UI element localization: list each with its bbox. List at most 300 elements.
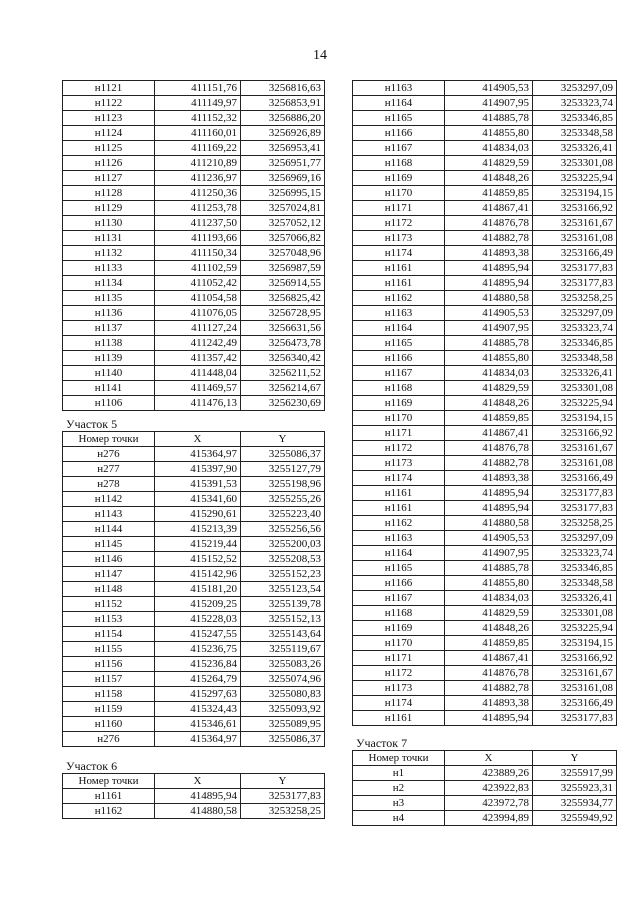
left-column	[62, 80, 324, 819]
x-coordinate-cell: 415152,52	[155, 552, 241, 567]
x-coordinate-cell: 415297,63	[155, 687, 241, 702]
table-row	[353, 246, 617, 261]
point-id-cell: н1171	[353, 201, 445, 216]
y-coordinate-cell: 3255143,64	[241, 627, 325, 642]
table-row	[63, 396, 325, 411]
section-7-table	[352, 750, 617, 826]
x-coordinate-cell: 414895,94	[445, 276, 533, 291]
y-coordinate-cell: 3255198,96	[241, 477, 325, 492]
point-id-cell: н1145	[63, 537, 155, 552]
point-id-cell: н1160	[63, 717, 155, 732]
point-id-cell: н1157	[63, 672, 155, 687]
x-coordinate-cell: 414893,38	[445, 696, 533, 711]
table-row	[353, 681, 617, 696]
table-row	[63, 717, 325, 732]
y-coordinate-cell: 3253258,25	[533, 291, 617, 306]
table-row	[63, 582, 325, 597]
y-coordinate-cell: 3255083,26	[241, 657, 325, 672]
point-id-cell: н1169	[353, 171, 445, 186]
y-coordinate-cell: 3255080,83	[241, 687, 325, 702]
table-row	[63, 366, 325, 381]
header-y: Y	[241, 774, 325, 789]
point-id-cell: н1130	[63, 216, 155, 231]
x-coordinate-cell: 414848,26	[445, 621, 533, 636]
x-coordinate-cell: 411237,50	[155, 216, 241, 231]
point-id-cell: н1154	[63, 627, 155, 642]
table-row	[63, 231, 325, 246]
x-coordinate-cell: 414829,59	[445, 606, 533, 621]
point-id-cell: н1135	[63, 291, 155, 306]
table-row	[353, 766, 617, 781]
y-coordinate-cell: 3253177,83	[533, 276, 617, 291]
point-id-cell: н1167	[353, 141, 445, 156]
table-row	[353, 651, 617, 666]
x-coordinate-cell: 414880,58	[445, 516, 533, 531]
table-row	[353, 96, 617, 111]
y-coordinate-cell: 3256631,56	[241, 321, 325, 336]
table-row	[353, 606, 617, 621]
x-coordinate-cell: 414855,80	[445, 576, 533, 591]
point-id-cell: н1134	[63, 276, 155, 291]
y-coordinate-cell: 3253258,25	[533, 516, 617, 531]
point-id-cell: н1164	[353, 546, 445, 561]
x-coordinate-cell: 415228,03	[155, 612, 241, 627]
table-row	[63, 612, 325, 627]
x-coordinate-cell: 411236,97	[155, 171, 241, 186]
point-id-cell: н1165	[353, 336, 445, 351]
table-row	[353, 186, 617, 201]
y-coordinate-cell: 3253161,08	[533, 681, 617, 696]
x-coordinate-cell: 415213,39	[155, 522, 241, 537]
table-row	[353, 81, 617, 96]
table-row	[353, 486, 617, 501]
y-coordinate-cell: 3256340,42	[241, 351, 325, 366]
y-coordinate-cell: 3253225,94	[533, 396, 617, 411]
y-coordinate-cell: 3255152,13	[241, 612, 325, 627]
table-row	[63, 492, 325, 507]
y-coordinate-cell: 3255152,23	[241, 567, 325, 582]
y-coordinate-cell: 3253348,58	[533, 126, 617, 141]
table-row	[353, 291, 617, 306]
table-row	[63, 462, 325, 477]
y-coordinate-cell: 3256853,91	[241, 96, 325, 111]
x-coordinate-cell: 414893,38	[445, 246, 533, 261]
x-coordinate-cell: 411052,42	[155, 276, 241, 291]
y-coordinate-cell: 3253177,83	[241, 789, 325, 804]
table-row	[353, 696, 617, 711]
coordinates-table-continued	[62, 80, 325, 411]
x-coordinate-cell: 414855,80	[445, 351, 533, 366]
table-row	[63, 126, 325, 141]
y-coordinate-cell: 3253225,94	[533, 621, 617, 636]
table-row	[353, 576, 617, 591]
table-row	[63, 672, 325, 687]
y-coordinate-cell: 3256914,55	[241, 276, 325, 291]
point-id-cell: н1129	[63, 201, 155, 216]
table-row	[353, 276, 617, 291]
y-coordinate-cell: 3253166,49	[533, 696, 617, 711]
x-coordinate-cell: 415209,25	[155, 597, 241, 612]
point-id-cell: н1174	[353, 246, 445, 261]
table-row	[63, 336, 325, 351]
point-id-cell: н1169	[353, 396, 445, 411]
point-id-cell: н1174	[353, 471, 445, 486]
header-row	[63, 432, 325, 447]
x-coordinate-cell: 411076,05	[155, 306, 241, 321]
y-coordinate-cell: 3253348,58	[533, 351, 617, 366]
point-id-cell: н1171	[353, 426, 445, 441]
point-id-cell: н1164	[353, 96, 445, 111]
x-coordinate-cell: 411054,58	[155, 291, 241, 306]
table-row	[353, 381, 617, 396]
x-coordinate-cell: 415364,97	[155, 447, 241, 462]
table-row	[63, 261, 325, 276]
x-coordinate-cell: 414876,78	[445, 216, 533, 231]
table-row	[63, 477, 325, 492]
point-id-cell: н1173	[353, 231, 445, 246]
y-coordinate-cell: 3256728,95	[241, 306, 325, 321]
point-id-cell: н1170	[353, 636, 445, 651]
point-id-cell: н276	[63, 447, 155, 462]
x-coordinate-cell: 414829,59	[445, 156, 533, 171]
x-coordinate-cell: 423922,83	[445, 781, 533, 796]
y-coordinate-cell: 3253161,67	[533, 441, 617, 456]
x-coordinate-cell: 411150,34	[155, 246, 241, 261]
table-row	[63, 567, 325, 582]
table-row	[353, 156, 617, 171]
x-coordinate-cell: 414895,94	[445, 711, 533, 726]
point-id-cell: н1123	[63, 111, 155, 126]
coordinates-table-right	[352, 80, 617, 726]
x-coordinate-cell: 423889,26	[445, 766, 533, 781]
point-id-cell: н278	[63, 477, 155, 492]
table-row	[353, 126, 617, 141]
table-row	[353, 111, 617, 126]
x-coordinate-cell: 414867,41	[445, 201, 533, 216]
y-coordinate-cell: 3256886,20	[241, 111, 325, 126]
table-row	[353, 501, 617, 516]
point-id-cell: н1133	[63, 261, 155, 276]
y-coordinate-cell: 3255934,77	[533, 796, 617, 811]
y-coordinate-cell: 3253161,67	[533, 666, 617, 681]
point-id-cell: н1161	[353, 276, 445, 291]
y-coordinate-cell: 3255223,40	[241, 507, 325, 522]
header-point: Номер точки	[63, 432, 155, 447]
y-coordinate-cell: 3255139,78	[241, 597, 325, 612]
point-id-cell: н1147	[63, 567, 155, 582]
y-coordinate-cell: 3253346,85	[533, 336, 617, 351]
table-row	[353, 201, 617, 216]
y-coordinate-cell: 3255093,92	[241, 702, 325, 717]
table-row	[63, 321, 325, 336]
table-row	[353, 456, 617, 471]
table-row	[63, 246, 325, 261]
point-id-cell: н1156	[63, 657, 155, 672]
point-id-cell: н277	[63, 462, 155, 477]
point-id-cell: н1166	[353, 576, 445, 591]
table-row	[353, 216, 617, 231]
x-coordinate-cell: 414880,58	[155, 804, 241, 819]
table-row	[63, 552, 325, 567]
table-row	[353, 231, 617, 246]
y-coordinate-cell: 3253297,09	[533, 531, 617, 546]
y-coordinate-cell: 3255208,53	[241, 552, 325, 567]
y-coordinate-cell: 3255089,95	[241, 717, 325, 732]
table-row	[353, 796, 617, 811]
point-id-cell: н1162	[353, 291, 445, 306]
x-coordinate-cell: 415364,97	[155, 732, 241, 747]
table-row	[63, 537, 325, 552]
x-coordinate-cell: 414882,78	[445, 231, 533, 246]
y-coordinate-cell: 3253194,15	[533, 186, 617, 201]
point-id-cell: н1163	[353, 81, 445, 96]
point-id-cell: н1127	[63, 171, 155, 186]
table-row	[63, 597, 325, 612]
x-coordinate-cell: 414876,78	[445, 666, 533, 681]
x-coordinate-cell: 411448,04	[155, 366, 241, 381]
x-coordinate-cell: 414855,80	[445, 126, 533, 141]
point-id-cell: н1171	[353, 651, 445, 666]
y-coordinate-cell: 3253326,41	[533, 141, 617, 156]
point-id-cell: н1131	[63, 231, 155, 246]
y-coordinate-cell: 3255949,92	[533, 811, 617, 826]
x-coordinate-cell: 411210,89	[155, 156, 241, 171]
point-id-cell: н1122	[63, 96, 155, 111]
point-id-cell: н1144	[63, 522, 155, 537]
x-coordinate-cell: 415236,84	[155, 657, 241, 672]
x-coordinate-cell: 414859,85	[445, 186, 533, 201]
y-coordinate-cell: 3255074,96	[241, 672, 325, 687]
table-row	[353, 321, 617, 336]
y-coordinate-cell: 3253346,85	[533, 111, 617, 126]
x-coordinate-cell: 411151,76	[155, 81, 241, 96]
x-coordinate-cell: 411169,22	[155, 141, 241, 156]
x-coordinate-cell: 415341,60	[155, 492, 241, 507]
table-row	[353, 561, 617, 576]
x-coordinate-cell: 411102,59	[155, 261, 241, 276]
point-id-cell: н1166	[353, 126, 445, 141]
table-row	[353, 261, 617, 276]
point-id-cell: н1146	[63, 552, 155, 567]
table-row	[63, 96, 325, 111]
x-coordinate-cell: 414905,53	[445, 531, 533, 546]
y-coordinate-cell: 3253323,74	[533, 546, 617, 561]
point-id-cell: н1152	[63, 597, 155, 612]
x-coordinate-cell: 414893,38	[445, 471, 533, 486]
y-coordinate-cell: 3255200,03	[241, 537, 325, 552]
y-coordinate-cell: 3255123,54	[241, 582, 325, 597]
x-coordinate-cell: 411160,01	[155, 126, 241, 141]
table-row	[353, 306, 617, 321]
section-5-table	[62, 431, 325, 747]
page-number: 14	[313, 48, 327, 63]
y-coordinate-cell: 3253297,09	[533, 306, 617, 321]
y-coordinate-cell: 3257024,81	[241, 201, 325, 216]
table-row	[353, 336, 617, 351]
point-id-cell: н1139	[63, 351, 155, 366]
table-row	[63, 186, 325, 201]
y-coordinate-cell: 3253225,94	[533, 171, 617, 186]
table-row	[353, 516, 617, 531]
table-row	[63, 171, 325, 186]
y-coordinate-cell: 3256214,67	[241, 381, 325, 396]
table-row	[353, 781, 617, 796]
y-coordinate-cell: 3253194,15	[533, 411, 617, 426]
point-id-cell: н1148	[63, 582, 155, 597]
right-column	[352, 80, 616, 826]
point-id-cell: н1167	[353, 591, 445, 606]
header-x: X	[445, 751, 533, 766]
y-coordinate-cell: 3253161,08	[533, 231, 617, 246]
x-coordinate-cell: 414905,53	[445, 306, 533, 321]
table-row	[63, 306, 325, 321]
point-id-cell: н1162	[63, 804, 155, 819]
section-7-title: Участок 7	[356, 736, 408, 750]
point-id-cell: н1163	[353, 531, 445, 546]
point-id-cell: н1141	[63, 381, 155, 396]
x-coordinate-cell: 415247,55	[155, 627, 241, 642]
table-row	[353, 711, 617, 726]
x-coordinate-cell: 414895,94	[155, 789, 241, 804]
x-coordinate-cell: 415264,79	[155, 672, 241, 687]
table-row	[353, 666, 617, 681]
y-coordinate-cell: 3253297,09	[533, 81, 617, 96]
y-coordinate-cell: 3253166,92	[533, 426, 617, 441]
y-coordinate-cell: 3256230,69	[241, 396, 325, 411]
point-id-cell: н2	[353, 781, 445, 796]
x-coordinate-cell: 414867,41	[445, 651, 533, 666]
y-coordinate-cell: 3257052,12	[241, 216, 325, 231]
point-id-cell: н1153	[63, 612, 155, 627]
y-coordinate-cell: 3253326,41	[533, 366, 617, 381]
y-coordinate-cell: 3253301,08	[533, 606, 617, 621]
y-coordinate-cell: 3256969,16	[241, 171, 325, 186]
table-row	[353, 141, 617, 156]
table-row	[63, 687, 325, 702]
x-coordinate-cell: 414876,78	[445, 441, 533, 456]
table-row	[353, 811, 617, 826]
y-coordinate-cell: 3256926,89	[241, 126, 325, 141]
point-id-cell: н1161	[353, 486, 445, 501]
y-coordinate-cell: 3257066,82	[241, 231, 325, 246]
table-row	[63, 276, 325, 291]
table-row	[63, 657, 325, 672]
y-coordinate-cell: 3255256,56	[241, 522, 325, 537]
table-row	[63, 156, 325, 171]
x-coordinate-cell: 411149,97	[155, 96, 241, 111]
y-coordinate-cell: 3253258,25	[241, 804, 325, 819]
point-id-cell: н1172	[353, 666, 445, 681]
x-coordinate-cell: 415181,20	[155, 582, 241, 597]
x-coordinate-cell: 415142,96	[155, 567, 241, 582]
header-point: Номер точки	[353, 751, 445, 766]
y-coordinate-cell: 3253177,83	[533, 501, 617, 516]
table-row	[63, 507, 325, 522]
x-coordinate-cell: 414895,94	[445, 501, 533, 516]
header-y: Y	[533, 751, 617, 766]
y-coordinate-cell: 3255086,37	[241, 447, 325, 462]
table-row	[353, 351, 617, 366]
y-coordinate-cell: 3256816,63	[241, 81, 325, 96]
point-id-cell: н1165	[353, 111, 445, 126]
y-coordinate-cell: 3253166,92	[533, 201, 617, 216]
y-coordinate-cell: 3255086,37	[241, 732, 325, 747]
y-coordinate-cell: 3257048,96	[241, 246, 325, 261]
table-row	[63, 522, 325, 537]
point-id-cell: н1138	[63, 336, 155, 351]
y-coordinate-cell: 3256951,77	[241, 156, 325, 171]
point-id-cell: н1121	[63, 81, 155, 96]
point-id-cell: н276	[63, 732, 155, 747]
y-coordinate-cell: 3253161,67	[533, 216, 617, 231]
point-id-cell: н1161	[63, 789, 155, 804]
table-row	[353, 426, 617, 441]
y-coordinate-cell: 3256953,41	[241, 141, 325, 156]
point-id-cell: н1128	[63, 186, 155, 201]
y-coordinate-cell: 3255127,79	[241, 462, 325, 477]
y-coordinate-cell: 3256825,42	[241, 291, 325, 306]
x-coordinate-cell: 414882,78	[445, 681, 533, 696]
x-coordinate-cell: 411152,32	[155, 111, 241, 126]
section-6-table	[62, 773, 325, 819]
header-row	[353, 751, 617, 766]
y-coordinate-cell: 3253177,83	[533, 261, 617, 276]
x-coordinate-cell: 411250,36	[155, 186, 241, 201]
point-id-cell: н1137	[63, 321, 155, 336]
table-row	[353, 366, 617, 381]
x-coordinate-cell: 414895,94	[445, 486, 533, 501]
x-coordinate-cell: 414895,94	[445, 261, 533, 276]
y-coordinate-cell: 3256987,59	[241, 261, 325, 276]
header-x: X	[155, 432, 241, 447]
point-id-cell: н1132	[63, 246, 155, 261]
table-row	[63, 804, 325, 819]
x-coordinate-cell: 411127,24	[155, 321, 241, 336]
table-row	[353, 441, 617, 456]
table-row	[353, 171, 617, 186]
point-id-cell: н1106	[63, 396, 155, 411]
x-coordinate-cell: 415324,43	[155, 702, 241, 717]
x-coordinate-cell: 411357,42	[155, 351, 241, 366]
x-coordinate-cell: 414834,03	[445, 141, 533, 156]
x-coordinate-cell: 414885,78	[445, 336, 533, 351]
x-coordinate-cell: 414885,78	[445, 561, 533, 576]
x-coordinate-cell: 414907,95	[445, 96, 533, 111]
y-coordinate-cell: 3253177,83	[533, 486, 617, 501]
table-row	[353, 621, 617, 636]
table-row	[63, 627, 325, 642]
point-id-cell: н1161	[353, 711, 445, 726]
y-coordinate-cell: 3253301,08	[533, 381, 617, 396]
point-id-cell: н1164	[353, 321, 445, 336]
x-coordinate-cell: 423994,89	[445, 811, 533, 826]
y-coordinate-cell: 3253301,08	[533, 156, 617, 171]
point-id-cell: н1169	[353, 621, 445, 636]
table-row	[353, 396, 617, 411]
table-row	[63, 291, 325, 306]
x-coordinate-cell: 415397,90	[155, 462, 241, 477]
y-coordinate-cell: 3255923,31	[533, 781, 617, 796]
y-coordinate-cell: 3253346,85	[533, 561, 617, 576]
x-coordinate-cell: 415290,61	[155, 507, 241, 522]
point-id-cell: н1140	[63, 366, 155, 381]
y-coordinate-cell: 3253194,15	[533, 636, 617, 651]
point-id-cell: н1168	[353, 381, 445, 396]
point-id-cell: н1163	[353, 306, 445, 321]
y-coordinate-cell: 3253161,08	[533, 456, 617, 471]
table-row	[63, 789, 325, 804]
y-coordinate-cell: 3256211,52	[241, 366, 325, 381]
